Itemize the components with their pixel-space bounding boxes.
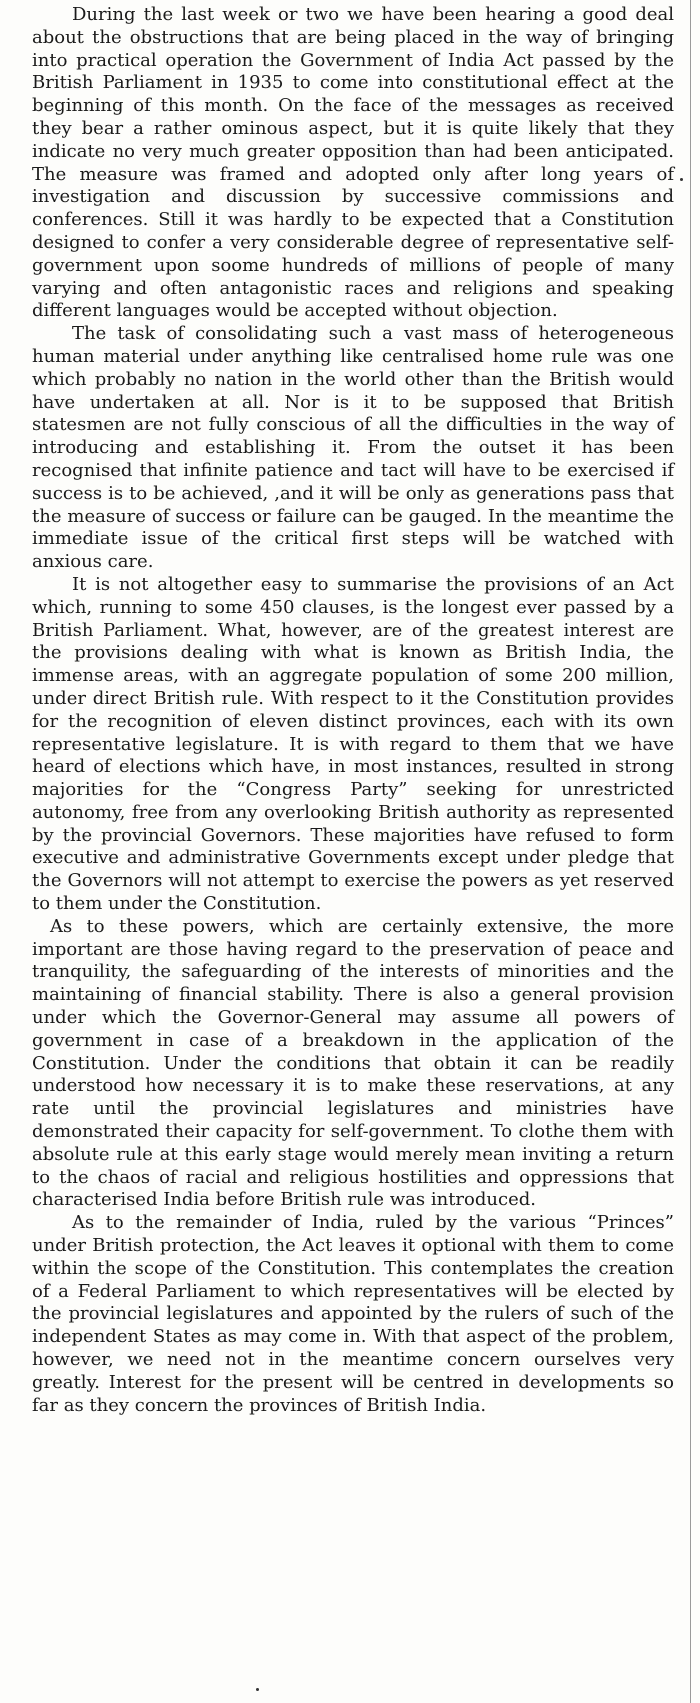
paragraph-3: It is not altogether easy to summarise the provisions of an Act which, running to some 450 clauses, is the longest ever passed by a British Parliament. What, however, are of the greatest interest are the provisions dealing with what is known as British India, the immense areas, with an aggregate population of some 200 million, under direct British rule. With respect to it the Constitution provides for the recognition of eleven distinct provinces, each with its own representative legislature. It is with regard to them that we have heard of elections which have, in most instances, resulted in strong majorities for the “Congress Party” seeking for unrestricted autonomy, free from any overlooking British authority as represented by the provincial Governors. These majorities have refused to form executive and administrative Governments except under pledge that the Governors will not attempt to exercise the powers as yet reserved to them under the Constitution. bbox=[32, 573, 674, 915]
paragraph-2: The task of consolidating such a vast mass of heterogeneous human material under anything like centralised home rule was one which probably no nation in the world other than the British would have undertaken at all. Nor is it to be supposed that British statesmen are not fully conscious of all the difficulties in the way of introducing and establishing it. From the outset it has been recognised that infinite patience and tact will have to be exercised if success is to be achieved, ,and it will be only as generations pass that the measure of success or failure can be gauged. In the meantime the immediate issue of the critical first steps will be watched with anxious care. bbox=[32, 323, 674, 573]
article-column bbox=[32, 4, 674, 1417]
column-rule bbox=[690, 0, 691, 1703]
ink-speck bbox=[680, 178, 683, 181]
paragraph-4: As to these powers, which are certainly extensive, the more important are those having regard to the preservation of peace and tranquility, the safeguarding of the interests of minorities and the maintaining of financial stability. There is also a general provision under which the Governor-General may assume all powers of government in case of a breakdown in the application of the Constitution. Under the conditions that obtain it can be readily understood how necessary it is to make these reservations, at any rate until the provincial legislatures and ministries have demonstrated their capacity for self-government. To clothe them with absolute rule at this early stage would merely mean inviting a return to the chaos of racial and religious hostilities and oppressions that characterised India before British rule was introduced. bbox=[32, 915, 674, 1211]
ink-speck bbox=[256, 1688, 259, 1691]
paragraph-1: During the last week or two we have been hearing a good deal about the obstructions that are being placed in the way of bringing into practical operation the Government of India Act passed by the British Parliament in 1935 to come into constitutional effect at the beginning of this month. On the face of the messages as received they bear a rather ominous aspect, but it is quite likely that they indicate no very much greater opposition than had been anticipated. The measure was framed and adopted only after long years of investigation and discussion by successive commissions and conferences. Still it was hardly to be expected that a Constitution designed to confer a very considerable degree of representative self-government upon soome hundreds of millions of people of many varying and often antagonistic races and religions and speaking different languages would be accepted without objection. bbox=[32, 4, 674, 322]
paragraph-5: As to the remainder of India, ruled by the various “Princes” under British protection, the Act leaves it optional with them to come within the scope of the Constitution. This contemplates the creation of a Federal Parliament to which representatives will be elected by the provincial legislatures and appointed by the rulers of such of the independent States as may come in. With that aspect of the problem, however, we need not in the meantime concern ourselves very greatly. Interest for the present will be centred in developments so far as they concern the provinces of British India. bbox=[32, 1212, 674, 1416]
